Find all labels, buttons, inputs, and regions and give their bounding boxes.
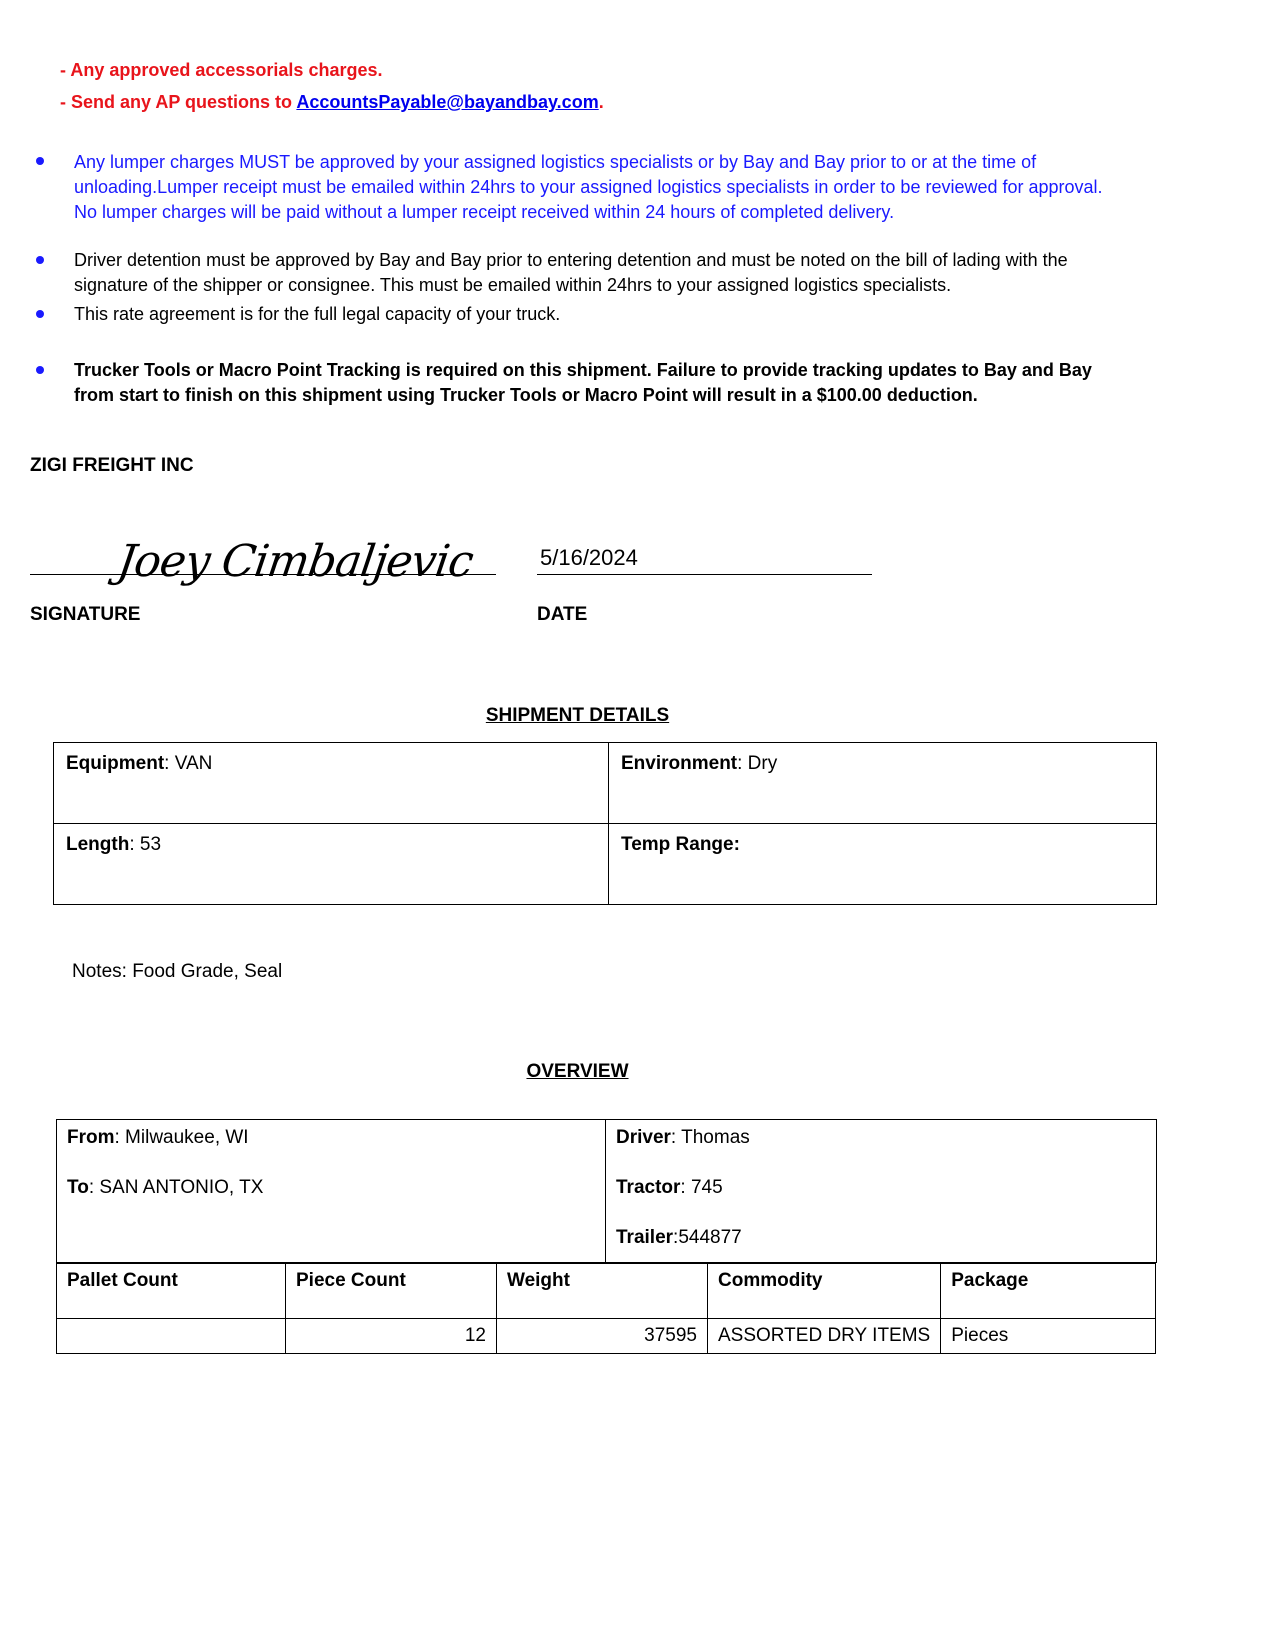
bullet-capacity: This rate agreement is for the full legal capacity of your truck.	[74, 304, 561, 324]
environment-cell: Environment: Dry	[609, 743, 1157, 824]
ap-prefix: - Send any AP questions to	[60, 92, 297, 112]
weight-value: 37595	[497, 1319, 708, 1354]
charge-line-accessorials: - Any approved accessorials charges.	[60, 60, 383, 80]
bullet-tracking: Trucker Tools or Macro Point Tracking is required on this shipment. Failure to provide tracking updates to Bay and Bay from start to finish on this shipment using Trucker Tools or Macro Point will result in a $100.00 deduction.	[74, 360, 1092, 405]
overview-route-table	[56, 1119, 1157, 1263]
col-package: Package	[941, 1264, 1156, 1319]
commodity-value: ASSORTED DRY ITEMS	[708, 1319, 941, 1354]
shipment-details-title: SHIPMENT DETAILS	[485, 705, 670, 726]
shipment-details-table	[53, 742, 1157, 905]
ap-email-link[interactable]: AccountsPayable@bayandbay.com	[296, 92, 599, 112]
carrier-name: ZIGI FREIGHT INC	[30, 455, 194, 476]
trailer-line: Trailer:544877	[616, 1227, 742, 1248]
ap-suffix: .	[598, 92, 604, 112]
notes: Notes: Food Grade, Seal	[72, 961, 283, 982]
items-header-row	[57, 1264, 1156, 1319]
temp-range-cell: Temp Range:	[609, 824, 1157, 905]
bullet-detention: Driver detention must be approved by Bay and Bay prior to entering detention and must be noted on the bill of lading with the signature of the shipper or consignee. This must be emailed within 24hrs to your assigned logistics specialists.	[74, 250, 1068, 295]
signature-label: SIGNATURE	[30, 604, 141, 625]
length-cell: Length: 53	[54, 824, 609, 905]
date-value: 5/16/2024	[540, 545, 638, 570]
equipment-cell: Equipment: VAN	[54, 743, 609, 824]
equipment-assignment-cell	[606, 1120, 1157, 1263]
col-weight: Weight	[497, 1264, 708, 1319]
col-commodity: Commodity	[708, 1264, 941, 1319]
date-line	[537, 574, 872, 575]
piece-count-value: 12	[286, 1319, 497, 1354]
bullet-dot-icon	[36, 256, 44, 264]
route-cell	[57, 1120, 606, 1263]
date-label: DATE	[537, 604, 588, 625]
overview-title: OVERVIEW	[526, 1061, 629, 1082]
table-row	[57, 1319, 1156, 1354]
bullet-dot-icon	[36, 157, 44, 165]
handwritten-signature: Joey Cimbaljevic	[114, 536, 476, 587]
col-pallet-count: Pallet Count	[57, 1264, 286, 1319]
package-value: Pieces	[941, 1319, 1156, 1354]
pallet-count-value	[57, 1319, 286, 1354]
to-line: To: SAN ANTONIO, TX	[67, 1177, 264, 1198]
tractor-line: Tractor: 745	[616, 1177, 723, 1198]
bullet-lumper: Any lumper charges MUST be approved by your assigned logistics specialists or by Bay and Bay prior to or at the time of unloading.Lumper receipt must be emailed within 24hrs to your assigned logistics specialists in order to be reviewed for approval. No lumper charges will be paid without a lumper receipt received within 24 hours of completed delivery.	[74, 152, 1103, 222]
from-line: From: Milwaukee, WI	[67, 1127, 249, 1148]
bullet-dot-icon	[36, 366, 44, 374]
driver-line: Driver: Thomas	[616, 1127, 750, 1148]
charge-line-ap-questions	[60, 91, 604, 113]
items-table	[56, 1263, 1156, 1354]
bullet-dot-icon	[36, 310, 44, 318]
col-piece-count: Piece Count	[286, 1264, 497, 1319]
